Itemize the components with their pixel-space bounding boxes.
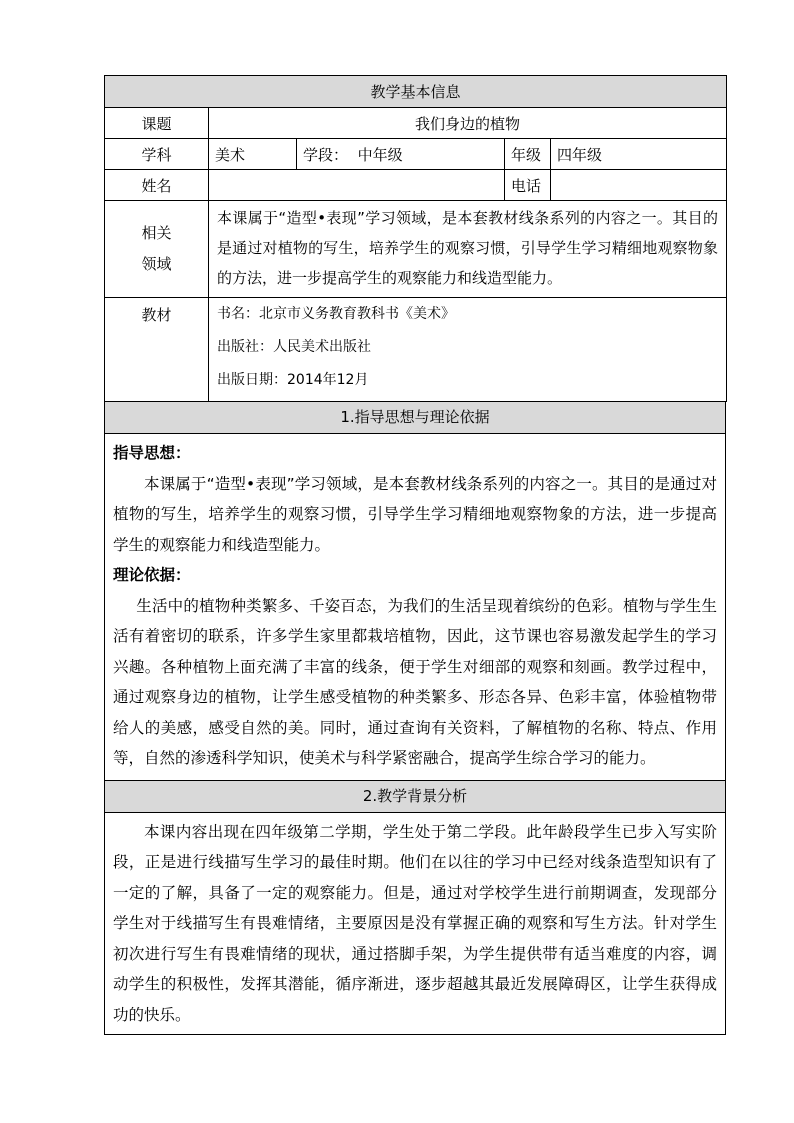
section2-header: 2.教学背景分析 [105, 781, 725, 813]
field-label [105, 201, 209, 298]
topic-label: 课题 [105, 108, 209, 139]
textbook-label: 教材 [105, 298, 209, 402]
textbook-book: 书名：北京市义务教育教科书《美术》 [217, 306, 455, 322]
grade-label: 年级 [505, 139, 551, 170]
phone-value [551, 170, 727, 201]
background-text: 本课内容出现在四年级第二学期，学生处于第二学段。此年龄段学生已步入写实阶段，正是进行线描写生学习的最佳时期。他们在以往的学习中已经对线条造型知识有了一定的了解，具备了一定的观察能力。但是，通过对学校学生进行前期调查，发现部分学生对于线描写生有畏难情绪，主要原因是没有掌握正确的观察和写生方法。针对学生初次进行写生有畏难情绪的现状，通过搭脚手架，为学生提供带有适当难度的内容，调动学生的积极性，发挥其潜能，循序渐进，逐步超越其最近发展障碍区，让学生获得成功的快乐。 [113, 822, 717, 1024]
theory-text: 生活中的植物种类繁多、千姿百态，为我们的生活呈现着缤纷的色彩。植物与学生生活有着密切的联系，许多学生家里都栽培植物，因此，这节课也容易激发起学生的学习兴趣。各种植物上面充满了丰富的线条，便于学生对细部的观察和刻画。教学过程中，通过观察身边的植物，让学生感受植物的种类繁多、形态各异、色彩丰富，体验植物带给人的美感，感受自然的美。同时，通过查询有关资料，了解植物的名称、特点、作用等，自然的渗透科学知识，使美术与科学紧密融合，提高学生综合学习的能力。 [113, 596, 717, 767]
basic-info-table [104, 75, 727, 402]
textbook-value [209, 298, 727, 402]
textbook-publisher: 出版社：人民美术出版社 [217, 339, 371, 355]
section1-header: 1.指导思想与理论依据 [105, 402, 725, 434]
basic-info-header: 教学基本信息 [105, 76, 727, 108]
stage-cell [297, 139, 505, 170]
guiding-text: 本课属于“造型•表现”学习领域，是本套教材线条系列的内容之一。其目的是通过对植物的写生，培养学生的观察习惯，引导学生学习精细地观察物象的方法，进一步提高学生的观察能力和线造型能力。 [113, 474, 717, 554]
subject-label: 学科 [105, 139, 209, 170]
field-label-line-2: 领域 [141, 255, 172, 273]
name-value [209, 170, 505, 201]
field-label-line-1: 相关 [141, 224, 172, 242]
section-background-analysis [104, 781, 726, 1036]
phone-label: 电话 [505, 170, 551, 201]
stage-label: 学段： [303, 145, 349, 164]
section2-body [105, 813, 725, 1035]
section1-body [105, 434, 725, 780]
theory-title: 理论依据： [113, 566, 191, 584]
guiding-title: 指导思想： [113, 444, 191, 462]
grade-value: 四年级 [551, 139, 727, 170]
section-guiding-thought [104, 402, 726, 781]
textbook-date: 出版日期：2014年12月 [217, 372, 369, 388]
subject-value: 美术 [209, 139, 297, 170]
field-value: 本课属于“造型•表现”学习领域，是本套教材线条系列的内容之一。其目的是通过对植物的写生，培养学生的观察习惯，引导学生学习精细地观察物象的方法，进一步提高学生的观察能力和线造型能力。 [209, 201, 727, 298]
topic-value: 我们身边的植物 [209, 108, 727, 139]
stage-value: 中年级 [357, 145, 403, 164]
lesson-plan-document [104, 75, 726, 1035]
name-label: 姓名 [105, 170, 209, 201]
